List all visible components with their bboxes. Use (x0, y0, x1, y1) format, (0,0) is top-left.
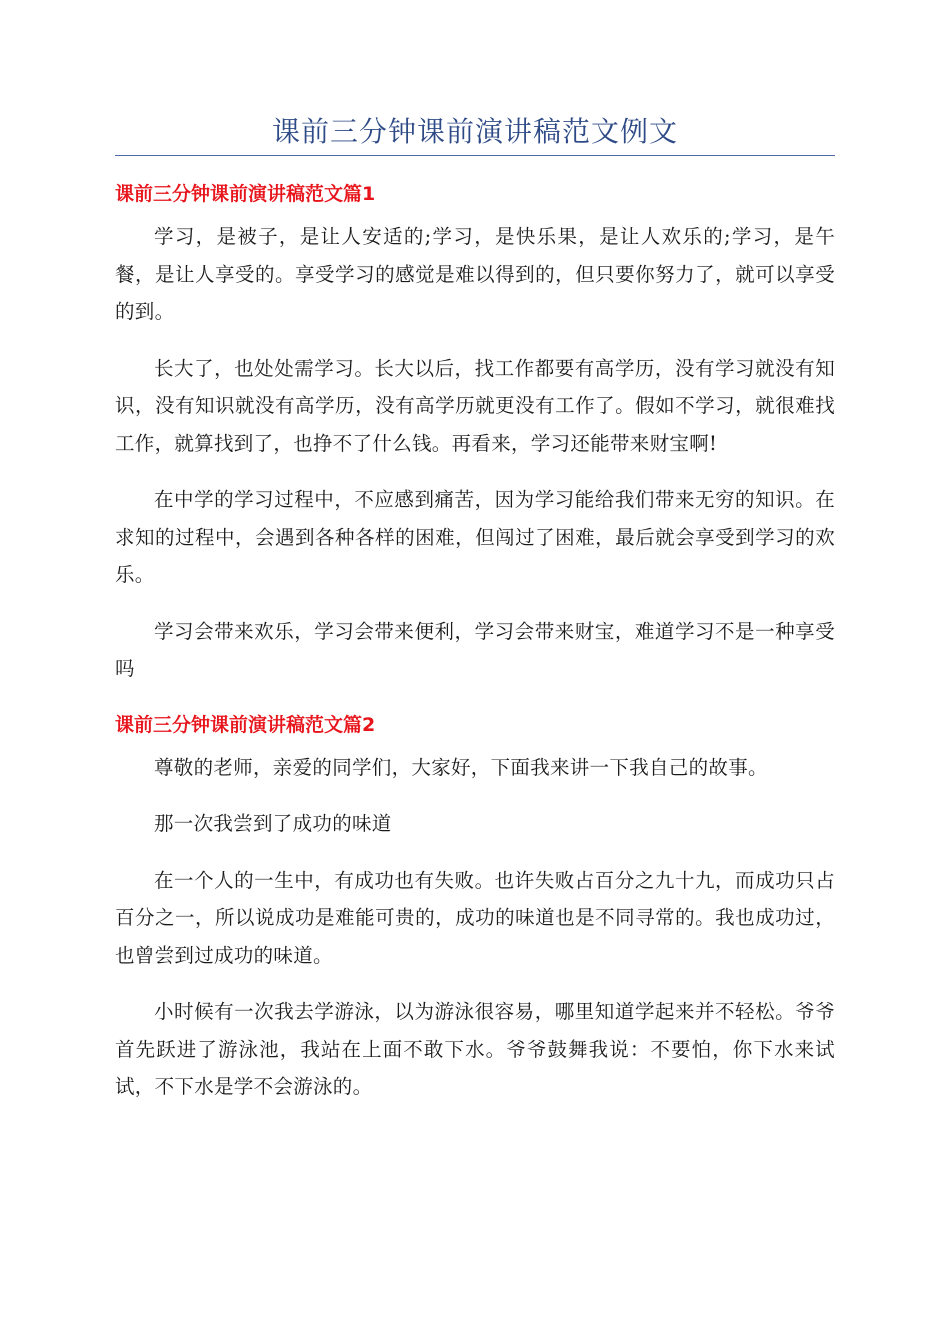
section-1 (115, 176, 835, 688)
title-underline (115, 155, 835, 156)
section-2 (115, 707, 835, 1106)
section-heading: 课前三分钟课前演讲稿范文篇1 (115, 183, 376, 205)
document-title: 课前三分钟课前演讲稿范文例文 (271, 115, 678, 148)
paragraph: 在中学的学习过程中，不应感到痛苦，因为学习能给我们带来无穷的知识。在求知的过程中，会遇到各种各样的困难，但闯过了困难，最后就会享受到学习的欢乐。 (115, 488, 835, 586)
paragraph: 那一次我尝到了成功的味道 (154, 812, 392, 835)
paragraph: 小时候有一次我去学游泳，以为游泳很容易，哪里知道学起来并不轻松。爷爷首先跃进了游泳池，我站在上面不敢下水。爷爷鼓舞我说：不要怕，你下水来试试，不下水是学不会游泳的。 (115, 1000, 835, 1098)
paragraph: 长大了，也处处需学习。长大以后，找工作都要有高学历，没有学习就没有知识，没有知识就没有高学历，没有高学历就更没有工作了。假如不学习，就很难找工作，就算找到了，也挣不了什么钱。再看来，学习还能带来财宝啊! (115, 356, 835, 455)
paragraph: 学习会带来欢乐，学习会带来便利，学习会带来财宝，难道学习不是一种享受吗 (115, 619, 835, 680)
document-body (115, 176, 835, 1125)
section-heading: 课前三分钟课前演讲稿范文篇2 (115, 713, 376, 736)
paragraph: 学习，是被子，是让人安适的;学习，是快乐果，是让人欢乐的;学习，是午餐，是让人享受的。享受学习的感觉是难以得到的，但只要你努力了，就可以享受的到。 (115, 225, 835, 323)
paragraph: 在一个人的一生中，有成功也有失败。也许失败占百分之九十九，而成功只占百分之一，所以说成功是难能可贵的，成功的味道也是不同寻常的。我也成功过，也曾尝到过成功的味道。 (115, 868, 835, 967)
paragraph: 尊敬的老师，亲爱的同学们，大家好，下面我来讲一下我自己的故事。 (154, 755, 768, 779)
